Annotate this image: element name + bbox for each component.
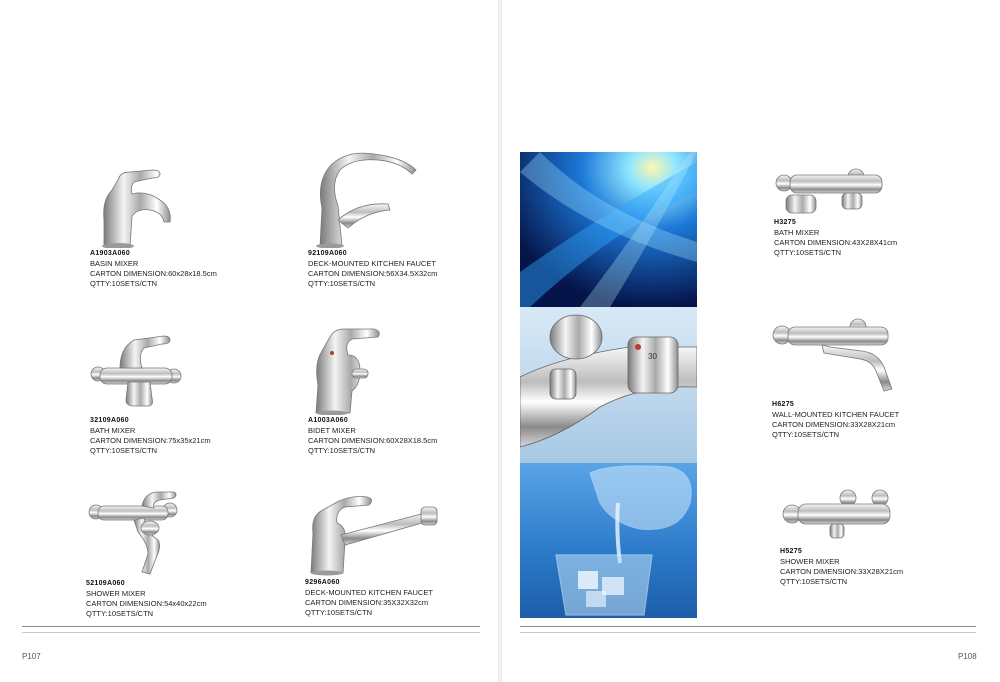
thermostatic-mixer-closeup-photo — [520, 307, 697, 463]
thermostat-dial-label: 30 — [648, 352, 657, 361]
page-number-left: P107 — [22, 652, 41, 661]
footer-rule-right — [520, 626, 976, 627]
product-code: 92109A060 — [308, 250, 347, 257]
product-thermostatic-bath-mixer — [774, 165, 974, 258]
product-code: H6275 — [772, 401, 795, 408]
quantity: QTTY:10SETS/CTN — [308, 446, 376, 455]
quantity: QTTY:10SETS/CTN — [305, 608, 373, 617]
carton-dimension: CARTON DIMENSION:60X28X18.5cm — [308, 436, 438, 445]
abstract-blue-light-photo — [520, 152, 697, 307]
product-bath-mixer — [90, 330, 290, 456]
product-shower-mixer — [86, 488, 286, 619]
product-bidet-mixer — [308, 325, 508, 456]
product-name: DECK-MOUNTED KITCHEN FAUCET — [305, 588, 433, 597]
footer-rule-left-thin — [22, 632, 480, 633]
thermostatic-shower-mixer-image — [780, 486, 895, 546]
product-basin-mixer — [90, 160, 290, 289]
carton-dimension: CARTON DIMENSION:33X28X21cm — [772, 420, 896, 429]
quantity: QTTY:10SETS/CTN — [308, 279, 376, 288]
quantity: QTTY:10SETS/CTN — [86, 609, 154, 618]
carton-dimension: CARTON DIMENSION:43X28X41cm — [774, 238, 898, 247]
product-name: DECK-MOUNTED KITCHEN FAUCET — [308, 259, 436, 268]
product-wall-mounted-kitchen-faucet — [772, 313, 972, 440]
bidet-mixer-image — [308, 325, 388, 415]
product-code: H5275 — [780, 548, 803, 555]
quantity: QTTY:10SETS/CTN — [780, 577, 848, 586]
carton-dimension: CARTON DIMENSION:54x40x22cm — [86, 599, 207, 608]
carton-dimension: CARTON DIMENSION:35X32X32cm — [305, 598, 429, 607]
page-number-right: P108 — [958, 652, 977, 661]
product-name: BASIN MIXER — [90, 259, 139, 268]
thermostatic-bath-mixer-image — [774, 165, 889, 217]
product-name: WALL-MOUNTED KITCHEN FAUCET — [772, 410, 900, 419]
long-spout-faucet-image — [305, 493, 445, 577]
carton-dimension: CARTON DIMENSION:56X34.5X32cm — [308, 269, 438, 278]
quantity: QTTY:10SETS/CTN — [90, 279, 158, 288]
product-name: BATH MIXER — [774, 228, 820, 237]
product-code: A1903A060 — [90, 250, 131, 257]
product-deck-kitchen-faucet-long-spout — [305, 493, 505, 618]
carton-dimension: CARTON DIMENSION:33X28X21cm — [780, 567, 904, 576]
wall-mounted-faucet-image — [772, 313, 897, 399]
quantity: QTTY:10SETS/CTN — [90, 446, 158, 455]
quantity: QTTY:10SETS/CTN — [774, 248, 842, 257]
product-code: 52109A060 — [86, 580, 125, 587]
product-name: SHOWER MIXER — [86, 589, 146, 598]
product-thermostatic-shower-mixer — [780, 486, 980, 587]
product-deck-kitchen-faucet — [308, 150, 508, 289]
product-name: BIDET MIXER — [308, 426, 356, 435]
product-name: BATH MIXER — [90, 426, 136, 435]
carton-dimension: CARTON DIMENSION:60x28x18.5cm — [90, 269, 217, 278]
product-code: H3275 — [774, 219, 797, 226]
product-code: 32109A060 — [90, 417, 129, 424]
footer-rule-right-thin — [520, 632, 976, 633]
bath-mixer-image — [90, 330, 190, 415]
product-name: SHOWER MIXER — [780, 557, 840, 566]
quantity: QTTY:10SETS/CTN — [772, 430, 840, 439]
basin-mixer-image — [90, 160, 180, 248]
product-code: 9296A060 — [305, 579, 340, 586]
kitchen-faucet-image — [308, 150, 423, 248]
shower-mixer-image — [86, 488, 181, 578]
carton-dimension: CARTON DIMENSION:75x35x21cm — [90, 436, 211, 445]
product-code: A1003A060 — [308, 417, 349, 424]
water-pouring-into-glass-photo — [520, 463, 697, 618]
footer-rule-left — [22, 626, 480, 627]
